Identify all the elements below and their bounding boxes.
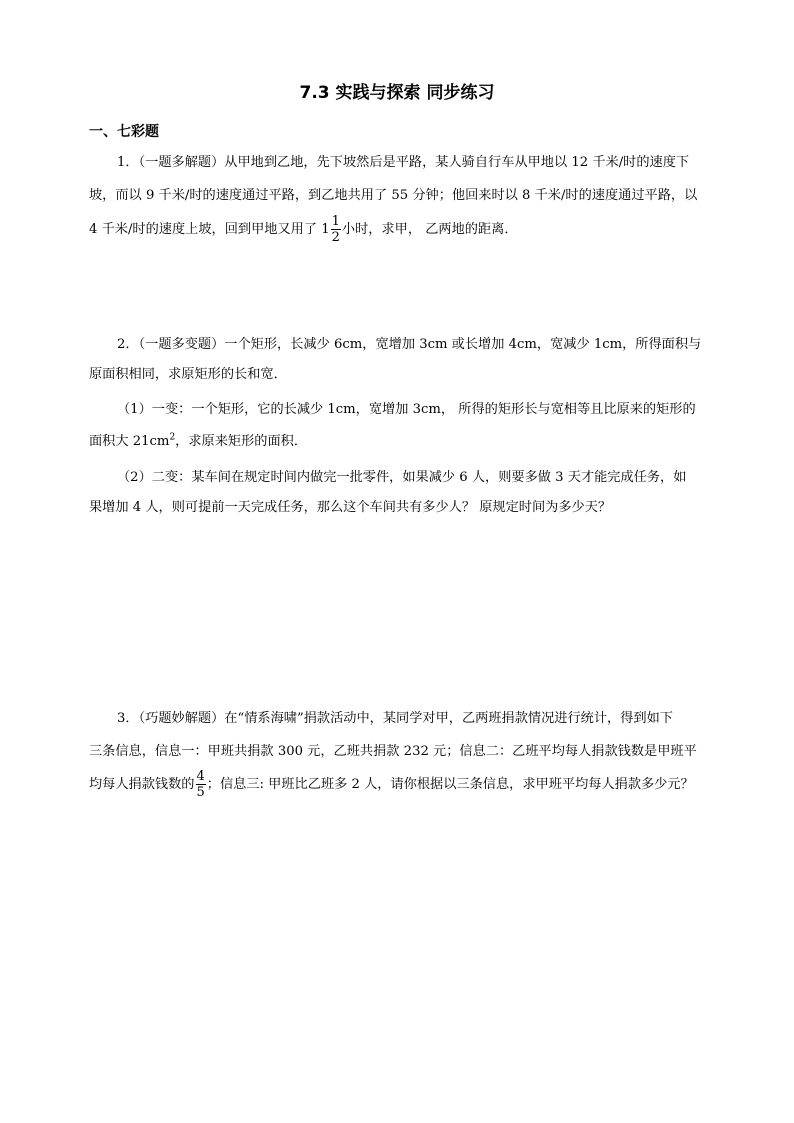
question-1-line-1: 1．（一题多解题）从甲地到乙地，先下坡然后是平路，某人骑自行车从甲地以 12 千米/时的速度下 [117,155,690,170]
question-3-line-2: 三条信息，信息一：甲班共捐款 300 元，乙班共捐款 232 元；信息二：乙班平均每人捐款钱数是甲班平 [89,744,697,759]
question-1-line-3 [89,214,518,245]
variant-1-text-a: 面积大 21cm [89,434,170,449]
fraction-denominator: 2 [331,230,340,245]
superscript-two: 2 [169,432,176,443]
question-1-line-3-text-b: 小时，求甲， 乙两地的距离． [341,222,518,237]
question-3-line-3-text-b: ；信息三: 甲班比乙班多 2 人，请你根据以三条信息，求甲班平均每人捐款多少元？ [206,777,694,792]
question-1-line-2: 坡，而以 9 千米/时的速度通过平路，到乙地共用了 55 分钟；他回来时以 8 千米/时的速度通过平路，以 [89,188,698,203]
fraction-one-half [331,214,341,245]
question-2-line-1: 2．（一题多变题）一个矩形，长减少 6cm，宽增加 3cm 或长增加 4cm，宽减少 1cm，所得面积与 [117,337,702,352]
fraction-four-fifths [196,769,206,800]
question-2-line-2: 原面积相同，求原矩形的长和宽． [89,367,287,382]
question-3-line-1: 3．（巧题妙解题）在“情系海啸”捐款活动中，某同学对甲，乙两班捐款情况进行统计，得到如下 [117,711,673,726]
question-2-variant-2-line-1: （2）二变：某车间在规定时间内做完一批零件，如果减少 6 人，则要多做 3 天才能完成任务，如 [117,470,687,485]
question-2-variant-1-line-1: （1）一变：一个矩形，它的长减少 1cm，宽增加 3cm， 所得的矩形长与宽相等且比原来的矩形的 [117,402,696,417]
question-2-variant-2-line-2: 果增加 4 人，则可提前一天完成任务，那么这个车间共有多少人？ 原规定时间为多少天？ [89,500,612,515]
variant-1-text-b: ，求原来矩形的面积． [175,434,308,449]
question-3-line-3-text-a: 均每人捐款钱数的 [89,777,195,792]
fraction-numerator: 4 [196,769,205,784]
fraction-denominator: 5 [196,785,205,800]
document-title: 7.3 实践与探索 同步练习 [299,83,495,103]
question-1-line-3-text-a: 4 千米/时的速度上坡，回到甲地又用了 1 [89,222,330,237]
question-3-line-3 [89,769,694,800]
question-2-variant-1-line-2 [89,434,307,450]
section-heading: 一、七彩题 [89,124,159,140]
fraction-numerator: 1 [331,214,340,229]
